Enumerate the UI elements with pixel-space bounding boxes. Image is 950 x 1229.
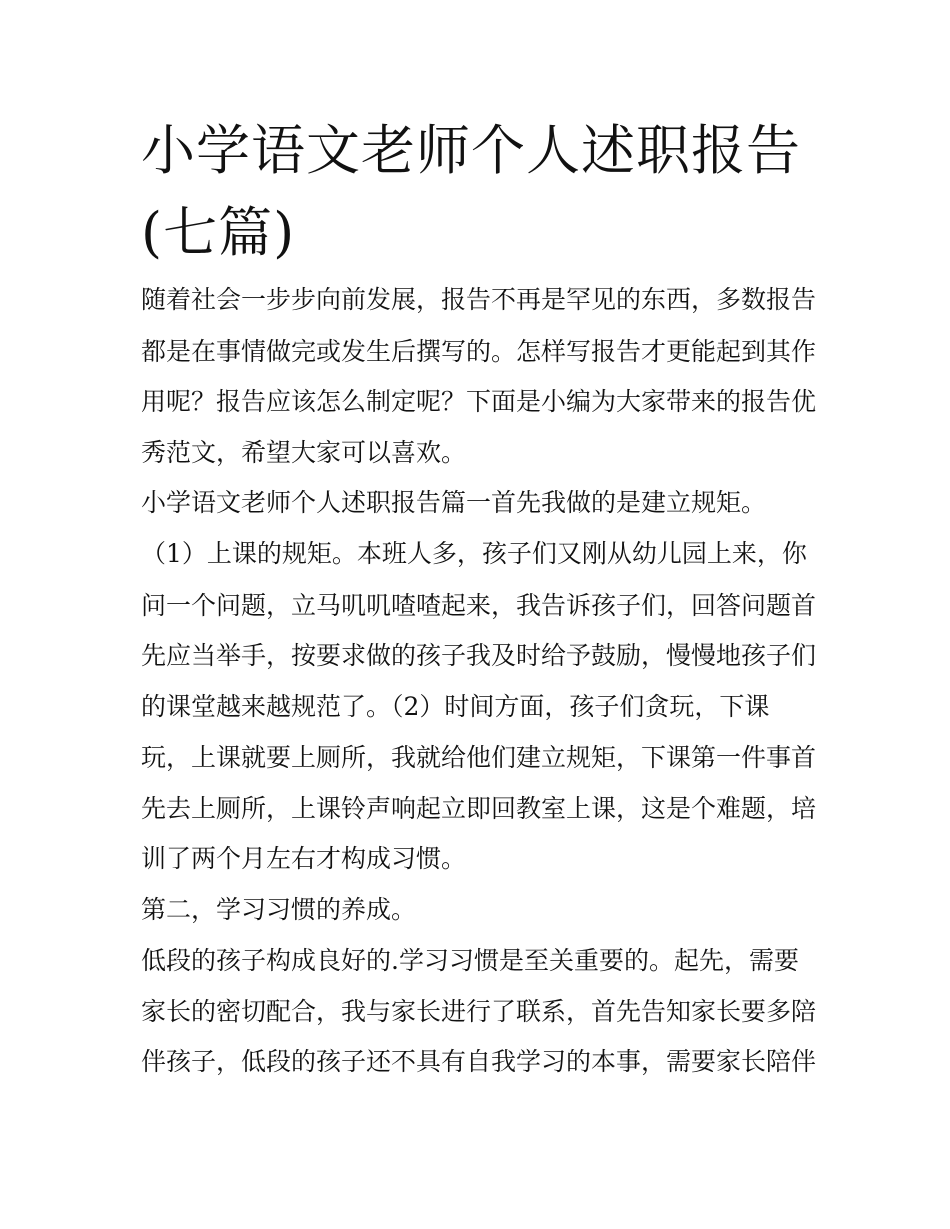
body-line: 小学语文老师个人述职报告篇一首先我做的是建立规矩。 bbox=[141, 488, 767, 517]
document-title: 小学语文老师个人述职报告(七篇) bbox=[141, 119, 801, 264]
body-line: 先去上厕所，上课铃声响起立即回教室上课，这是个难题，培 bbox=[141, 794, 817, 823]
body-line: 问一个问题，立马叽叽喳喳起来，我告诉孩子们，回答问题首 bbox=[141, 591, 817, 620]
body-line: 先应当举手，按要求做的孩子我及时给予鼓励，慢慢地孩子们 bbox=[141, 641, 817, 670]
body-line: 随着社会一步步向前发展，报告不再是罕见的东西，多数报告 bbox=[141, 285, 817, 314]
body-line: 都是在事情做完或发生后撰写的。怎样写报告才更能起到其作 bbox=[141, 337, 817, 366]
body-line: 训了两个月左右才构成习惯。 bbox=[141, 844, 467, 873]
body-line: 第二，学习习惯的养成。 bbox=[141, 895, 417, 924]
body-line: 低段的孩子构成良好的.学习习惯是至关重要的。起先，需要 bbox=[141, 946, 799, 975]
body-line: 的课堂越来越规范了。（2）时间方面，孩子们贪玩，下课 bbox=[141, 692, 770, 721]
body-line: （1）上课的规矩。本班人多，孩子们又刚从幼儿园上来，你 bbox=[141, 539, 807, 568]
body-line: 用呢？报告应该怎么制定呢？下面是小编为大家带来的报告优 bbox=[141, 387, 817, 416]
body-line: 秀范文，希望大家可以喜欢。 bbox=[141, 438, 467, 467]
body-line: 玩，上课就要上厕所，我就给他们建立规矩，下课第一件事首 bbox=[141, 743, 817, 772]
body-line: 伴孩子，低段的孩子还不具有自我学习的本事，需要家长陪伴 bbox=[141, 1047, 817, 1076]
body-line: 家长的密切配合，我与家长进行了联系，首先告知家长要多陪 bbox=[141, 997, 817, 1026]
